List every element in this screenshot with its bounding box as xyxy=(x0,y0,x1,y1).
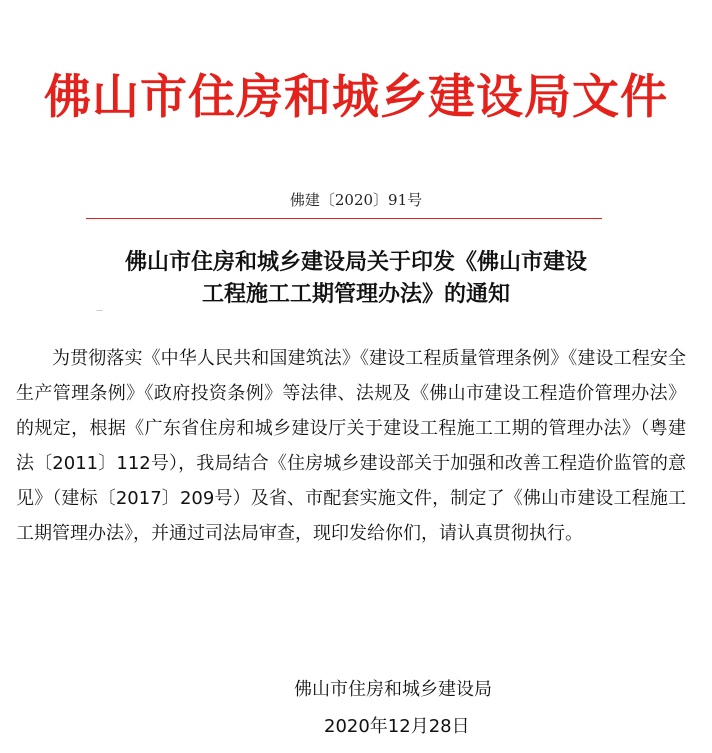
signature-date: 2020年12月28日 xyxy=(324,716,470,737)
document-number: 佛建〔2020〕91号 xyxy=(289,191,423,209)
body-paragraph: 为贯彻落实《中华人民共和国建筑法》《建设工程质量管理条例》《建设工程安全生产管理条例》《政府投资条例》等法律、法规及《佛山市建设工程造价管理办法》的规定，根据《广东省住房和城乡建设厅关于建设工程施工工期的管理办法》（粤建法〔2011〕112号），我局结合《住房城乡建设部关于加强和改善工程造价监管的意见》（建标〔2017〕209号）及省、市配套实施文件，制定了《佛山市建设工程施工工期管理办法》，并通过司法局审查，现印发给你们，请认真贯彻执行。 xyxy=(16,348,686,544)
document-title xyxy=(0,246,712,310)
document-title-line-2: 工程施工工期管理办法》的通知 xyxy=(201,281,510,307)
issuer-header: 佛山市住房和城乡建设局文件 xyxy=(44,70,668,125)
document-title-line-1: 佛山市住房和城乡建设局关于印发《佛山市建设 xyxy=(124,249,587,275)
red-divider-line xyxy=(86,218,602,219)
signature-organization: 佛山市住房和城乡建设局 xyxy=(294,679,492,700)
title-underline-mark: — xyxy=(96,306,103,314)
